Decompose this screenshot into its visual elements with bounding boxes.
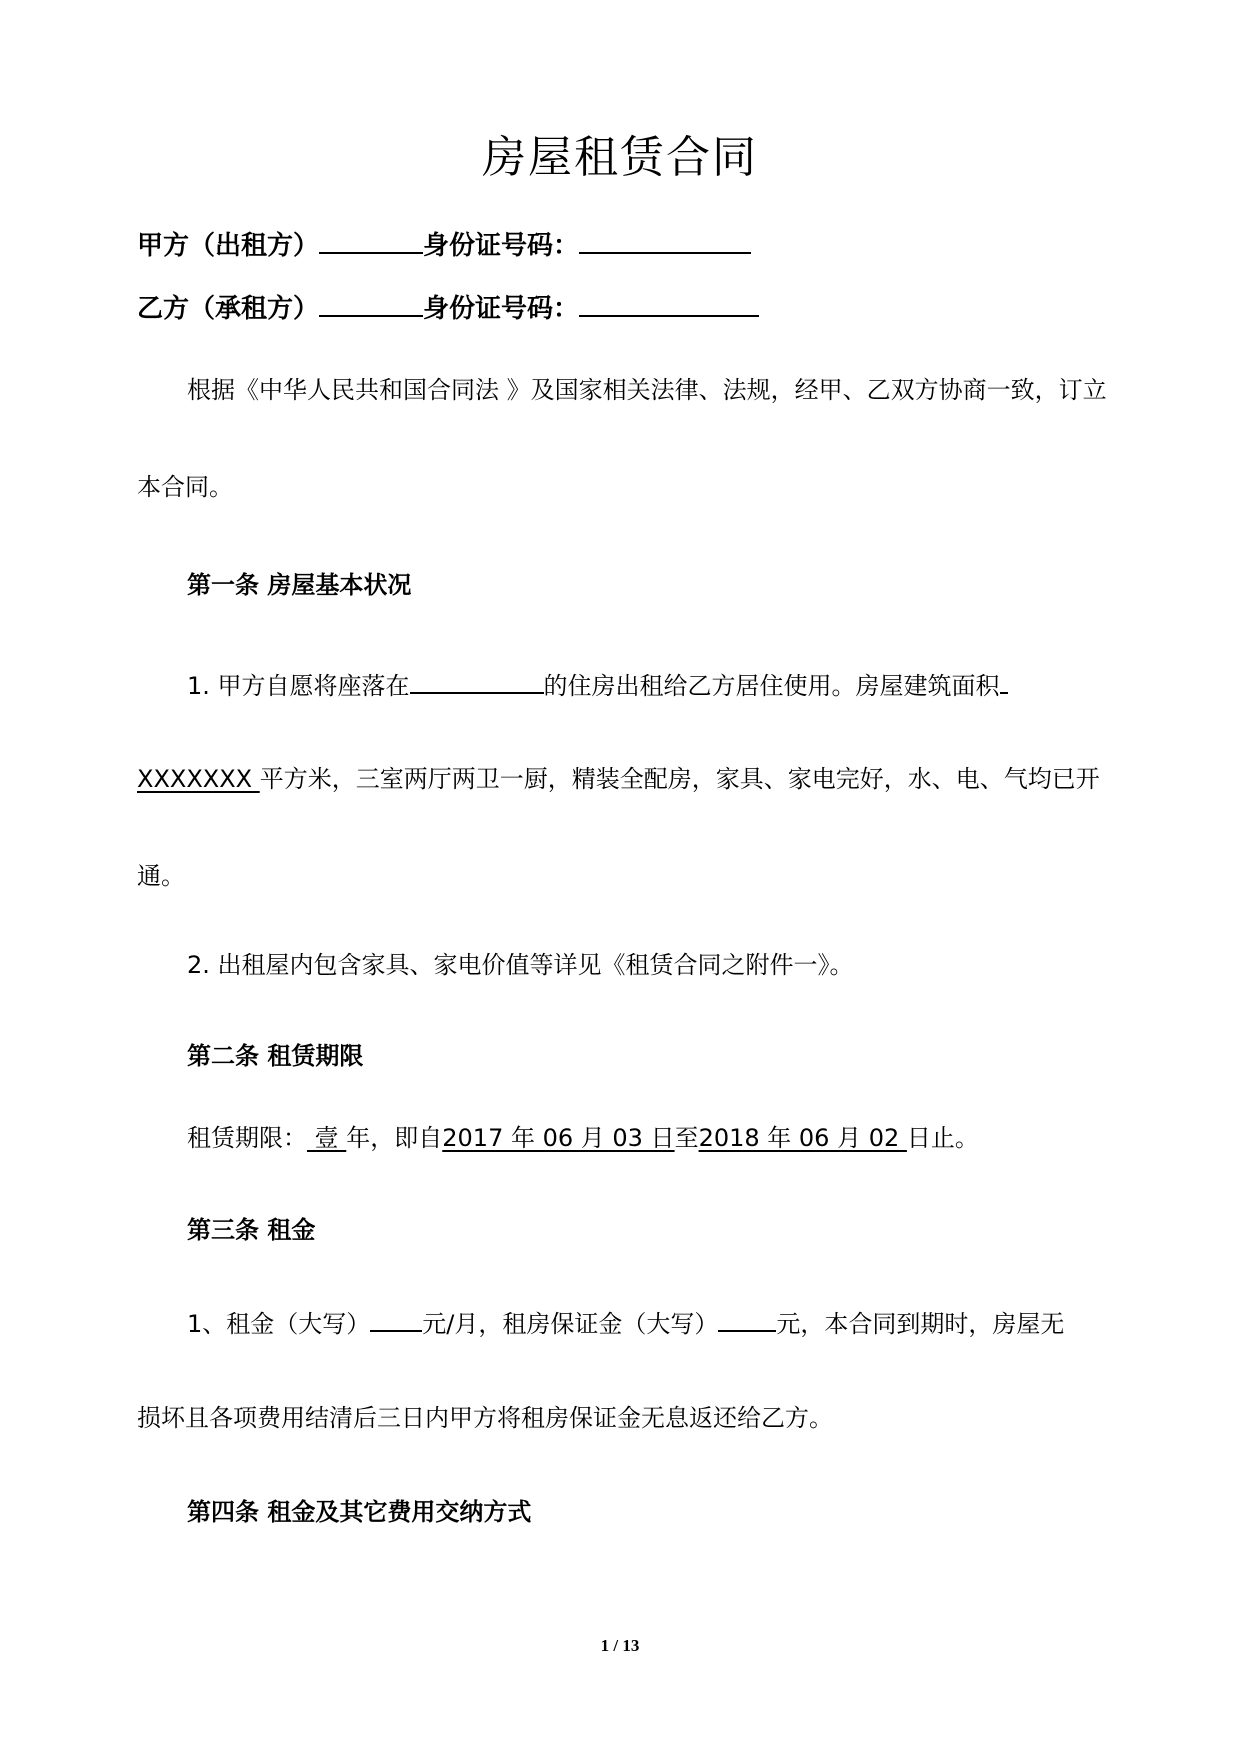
article-1-item-2: 2. 出租屋内包含家具、家电价值等详见《租赁合同之附件一》。 [187,951,854,979]
page-indicator: 1 / 13 [600,1636,640,1655]
end-date: 2018 年 06 月 02 [698,1124,907,1152]
party-a-line [137,222,751,266]
party-a-label: 甲方（出租方） [137,231,320,261]
article-1-item-1-line-3: 通。 [137,862,185,890]
article-3-line-1 [187,1300,1064,1344]
term-end: 日止。 [906,1124,979,1152]
party-b-label: 乙方（承租方） [137,294,320,324]
document-title: 房屋租赁合同 [482,132,758,183]
party-b-line [137,285,759,329]
area-value: XXXXXXX [137,765,260,793]
location-blank [410,662,544,694]
rent-amount-blank [370,1300,422,1332]
deposit-label: 元/月，租房保证金（大写） [422,1310,719,1338]
party-b-name-blank [319,285,423,317]
party-a-name-blank [319,222,423,254]
article-3-line-1-end: 元，本合同到期时，房屋无 [776,1310,1065,1338]
party-b-id-label: 身份证号码： [423,294,580,324]
article-4-heading: 第四条 租金及其它费用交纳方式 [187,1498,532,1526]
term-to: 至 [674,1124,699,1152]
lease-term-line [187,1118,979,1158]
article-2-heading: 第二条 租赁期限 [187,1042,364,1070]
party-b-id-blank [579,285,759,317]
term-mid: 年，即自 [346,1124,443,1152]
deposit-amount-blank [718,1300,776,1332]
rent-label: 1、租金（大写） [187,1310,371,1338]
term-years: 壹 [307,1124,347,1152]
item-1-line-2-rest: 平方米，三室两厅两卫一厨，精装全配房，家具、家电完好，水、电、气均已开 [259,765,1100,793]
item-1-prefix: 1. 甲方自愿将座落在 [187,672,410,700]
item-1-suffix: 的住房出租给乙方居住使用。房屋建筑面积 [543,672,1000,700]
intro-line-1: 根据《中华人民共和国合同法 》及国家相关法律、法规，经甲、乙双方协商一致，订立 [187,376,1107,404]
article-1-item-1-line-2 [137,759,1100,799]
party-a-id-label: 身份证号码： [423,231,580,261]
article-1-heading: 第一条 房屋基本状况 [187,571,412,599]
article-3-heading: 第三条 租金 [187,1216,316,1244]
party-a-id-blank [579,222,751,254]
intro-line-2: 本合同。 [137,473,233,501]
term-label: 租赁期限： [187,1124,307,1152]
article-3-line-2: 损坏且各项费用结清后三日内甲方将租房保证金无息返还给乙方。 [137,1404,833,1432]
start-date: 2017 年 06 月 03 日 [442,1124,675,1152]
article-1-item-1-line-1 [187,662,1008,706]
area-blank-start [1000,662,1008,694]
